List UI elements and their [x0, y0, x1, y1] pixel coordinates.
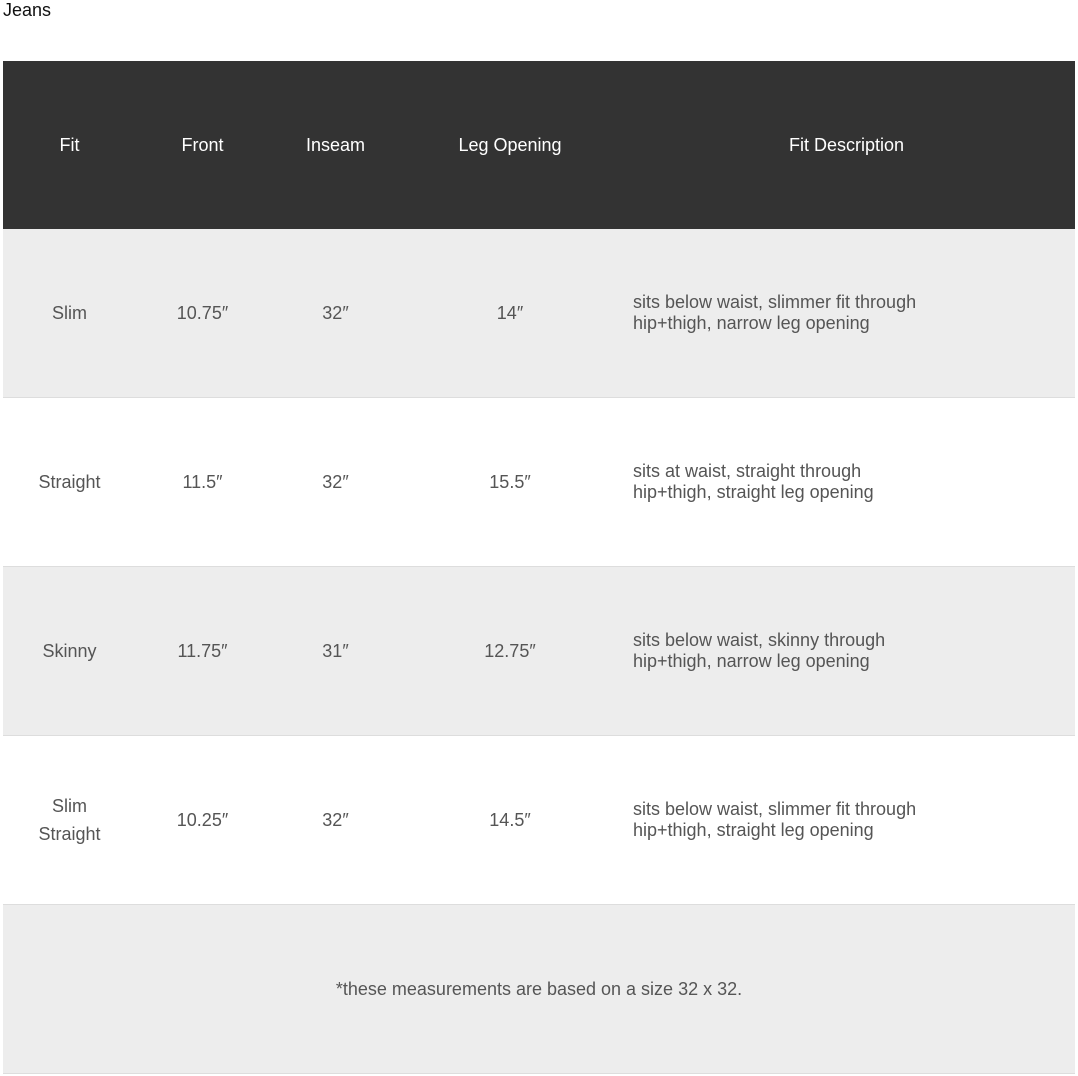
header-leg-opening: Leg Opening — [402, 61, 618, 229]
front-cell: 11.5″ — [136, 398, 269, 567]
description-cell — [618, 398, 1075, 567]
front-cell: 10.25″ — [136, 736, 269, 905]
description-cell — [618, 229, 1075, 398]
description-text: sits at waist, straight through hip+thigh, straight leg opening — [633, 461, 874, 502]
leg-opening-cell: 12.75″ — [402, 567, 618, 736]
header-inseam: Inseam — [269, 61, 402, 229]
front-cell: 10.75″ — [136, 229, 269, 398]
description-text: sits below waist, slimmer fit through hip+thigh, narrow leg opening — [633, 292, 917, 333]
front-cell: 11.75″ — [136, 567, 269, 736]
table-row — [3, 398, 1075, 567]
inseam-cell: 32″ — [269, 736, 402, 905]
footnote: *these measurements are based on a size 32 x 32. — [3, 905, 1075, 1074]
table-row — [3, 567, 1075, 736]
leg-opening-cell: 15.5″ — [402, 398, 618, 567]
header-fit: Fit — [3, 61, 136, 229]
fit-cell — [3, 736, 136, 905]
table-header-row — [3, 61, 1075, 229]
fit-cell — [3, 229, 136, 398]
fit-cell — [3, 567, 136, 736]
inseam-cell: 31″ — [269, 567, 402, 736]
header-fit-description: Fit Description — [618, 61, 1075, 229]
description-cell — [618, 736, 1075, 905]
size-chart-table — [3, 61, 1075, 1074]
fit-name: Slim — [52, 303, 87, 323]
inseam-cell: 32″ — [269, 398, 402, 567]
fit-name: Straight — [38, 472, 101, 492]
fit-cell — [3, 398, 136, 567]
leg-opening-cell: 14″ — [402, 229, 618, 398]
table-row — [3, 229, 1075, 398]
fit-name: Slim Straight — [38, 796, 101, 844]
footnote-row — [3, 905, 1075, 1074]
fit-name: Skinny — [42, 641, 97, 661]
header-front: Front — [136, 61, 269, 229]
description-cell — [618, 567, 1075, 736]
table-row — [3, 736, 1075, 905]
leg-opening-cell: 14.5″ — [402, 736, 618, 905]
page-title: Jeans — [3, 0, 52, 20]
inseam-cell: 32″ — [269, 229, 402, 398]
description-text: sits below waist, skinny through hip+thigh, narrow leg opening — [633, 630, 886, 671]
description-text: sits below waist, slimmer fit through hip+thigh, straight leg opening — [633, 799, 917, 840]
